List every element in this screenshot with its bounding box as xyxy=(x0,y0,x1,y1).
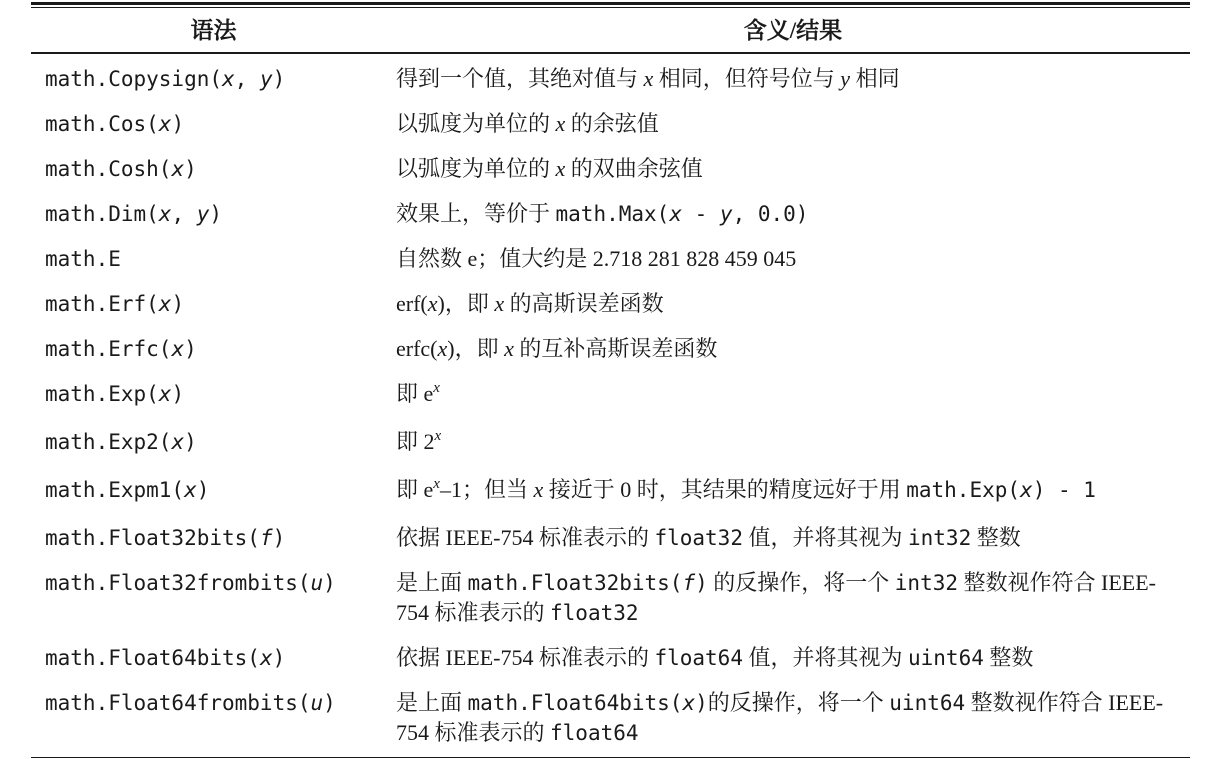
text-segment: –1；但当 xyxy=(439,477,534,502)
text-segment: ) xyxy=(171,292,185,316)
text-segment: 依据 IEEE-754 标准表示的 xyxy=(396,525,655,550)
text-segment: x xyxy=(158,292,172,316)
text-segment: ) - 1 xyxy=(1032,478,1096,502)
meaning-cell xyxy=(396,236,1190,281)
meaning-cell xyxy=(396,326,1190,371)
text-segment: math.Exp( xyxy=(906,478,1021,502)
text-segment: int32 xyxy=(908,526,972,550)
text-segment: x xyxy=(171,157,185,181)
syntax-cell xyxy=(31,635,396,680)
text-segment: 相同 xyxy=(850,66,900,91)
text-segment: 即 2 xyxy=(396,429,435,454)
table-body xyxy=(31,54,1190,755)
text-segment: x xyxy=(682,691,696,715)
syntax-cell xyxy=(31,191,396,236)
text-segment: 以弧度为单位的 xyxy=(396,111,556,136)
text-segment: 整数 xyxy=(971,525,1021,550)
text-segment: ) xyxy=(695,691,708,715)
syntax-cell xyxy=(31,101,396,146)
text-segment: x xyxy=(504,336,514,361)
table-row xyxy=(31,560,1190,635)
text-segment: 即 e xyxy=(396,477,434,502)
syntax-cell xyxy=(31,680,396,725)
text-segment: float32 xyxy=(654,526,743,550)
text-segment: math.Float32bits( xyxy=(467,571,683,595)
text-segment: u xyxy=(310,571,324,595)
syntax-cell xyxy=(31,56,396,101)
meaning-cell xyxy=(396,146,1190,191)
text-segment: ) xyxy=(184,337,197,361)
table-row xyxy=(31,146,1190,191)
text-segment: ) xyxy=(323,691,336,715)
meaning-cell xyxy=(396,467,1190,515)
text-segment: x xyxy=(184,478,197,502)
text-segment: y xyxy=(840,66,851,91)
meaning-cell xyxy=(396,515,1190,560)
text-segment: math.Float32frombits( xyxy=(45,571,311,595)
text-segment: y xyxy=(719,202,733,226)
text-segment: ) xyxy=(184,430,197,454)
text-segment: x xyxy=(158,382,172,406)
text-segment: ) xyxy=(695,571,708,595)
text-segment: math.Float64frombits( xyxy=(45,691,311,715)
text-segment: math.Exp2( xyxy=(45,430,172,454)
text-segment: 接近于 0 时，其结果的精度远好于用 xyxy=(543,477,907,502)
text-segment: 的余弦值 xyxy=(565,111,659,136)
table-header-row xyxy=(31,8,1190,54)
text-segment: x xyxy=(437,336,448,361)
text-segment: 值，并将其视为 xyxy=(742,525,908,550)
text-segment: 相同，但符号位与 xyxy=(653,66,841,91)
text-segment: 是上面 xyxy=(396,690,468,715)
text-segment: 自然数 e；值大约是 2.718 281 828 459 045 xyxy=(396,246,797,271)
text-segment: math.E xyxy=(45,247,121,271)
text-segment: 整数 xyxy=(983,645,1034,670)
meaning-cell xyxy=(396,56,1190,101)
text-segment: y xyxy=(259,67,273,91)
text-segment: erf( xyxy=(396,291,428,316)
meaning-cell xyxy=(396,635,1190,680)
meaning-cell xyxy=(396,191,1190,236)
text-segment: 以弧度为单位的 xyxy=(396,156,556,181)
text-segment: x xyxy=(555,156,566,181)
column-header-meaning: 含义/结果 xyxy=(743,18,843,43)
text-segment: 是上面 xyxy=(396,570,468,595)
text-segment: x xyxy=(433,476,440,492)
table-row xyxy=(31,467,1190,515)
text-segment: ) xyxy=(323,571,336,595)
meaning-cell xyxy=(396,680,1190,755)
text-segment: x xyxy=(158,112,172,136)
text-segment: x xyxy=(171,337,185,361)
table-row xyxy=(31,236,1190,281)
text-segment: math.Cos( xyxy=(45,112,159,136)
text-segment: , xyxy=(234,67,260,91)
text-segment: 的反操作，将一个 xyxy=(707,690,890,715)
meaning-cell xyxy=(396,560,1190,635)
text-segment: ) xyxy=(272,67,286,91)
text-segment: )，即 xyxy=(447,336,505,361)
text-segment: math.Erfc( xyxy=(45,337,172,361)
syntax-cell xyxy=(31,236,396,281)
text-segment: ) xyxy=(184,157,197,181)
text-segment: , 0.0) xyxy=(732,202,809,226)
table-row xyxy=(31,326,1190,371)
text-segment: erfc( xyxy=(396,336,438,361)
meaning-cell xyxy=(396,101,1190,146)
text-segment: - xyxy=(681,202,720,226)
text-segment: uint64 xyxy=(908,646,984,670)
text-segment: x xyxy=(259,646,273,670)
text-segment: x xyxy=(427,291,438,316)
text-segment: 的双曲余弦值 xyxy=(565,156,703,181)
text-segment: uint64 xyxy=(889,691,966,715)
text-segment: math.Erf( xyxy=(45,292,159,316)
text-segment: x xyxy=(555,111,566,136)
text-segment: 整数视作符合 IEEE-754 标准表示的 xyxy=(396,690,1164,745)
syntax-cell xyxy=(31,560,396,605)
text-segment: )，即 xyxy=(437,291,495,316)
meaning-cell xyxy=(396,281,1190,326)
syntax-cell xyxy=(31,281,396,326)
table-row xyxy=(31,281,1190,326)
text-segment: u xyxy=(310,691,324,715)
text-segment: x xyxy=(1020,478,1033,502)
text-segment: x xyxy=(222,67,235,91)
text-segment: 即 e xyxy=(396,381,434,406)
text-segment: f xyxy=(682,571,696,595)
text-segment: math.Max( xyxy=(555,202,670,226)
table-row xyxy=(31,191,1190,236)
text-segment: math.Copysign( xyxy=(45,67,223,91)
table-row xyxy=(31,419,1190,467)
syntax-cell xyxy=(31,467,396,512)
table-row xyxy=(31,101,1190,146)
text-segment: math.Float32bits( xyxy=(45,526,260,550)
text-segment: x xyxy=(494,291,505,316)
text-segment: math.Float64bits( xyxy=(45,646,260,670)
text-segment: ) xyxy=(272,526,286,550)
text-segment: math.Dim( xyxy=(45,202,159,226)
text-segment: ) xyxy=(209,202,223,226)
text-segment: 的互补高斯误差函数 xyxy=(513,336,718,361)
table-row xyxy=(31,56,1190,101)
text-segment: x xyxy=(433,380,440,396)
text-segment: f xyxy=(259,526,273,550)
text-segment: y xyxy=(196,202,210,226)
table-row xyxy=(31,371,1190,419)
text-segment: 的高斯误差函数 xyxy=(504,291,664,316)
text-segment: 依据 IEEE-754 标准表示的 xyxy=(396,645,655,670)
text-segment: 整数视作符合 IEEE-754 标准表示的 xyxy=(396,570,1156,625)
meaning-cell xyxy=(396,371,1190,419)
text-segment: 得到一个值，其绝对值与 xyxy=(396,66,644,91)
text-segment: x xyxy=(171,430,185,454)
syntax-cell xyxy=(31,419,396,464)
text-segment: math.Float64bits( xyxy=(467,691,683,715)
column-header-syntax: 语法 xyxy=(190,18,237,43)
text-segment: 效果上，等价于 xyxy=(396,201,556,226)
text-segment: , xyxy=(171,202,197,226)
syntax-cell xyxy=(31,146,396,191)
text-segment: x xyxy=(643,66,654,91)
table-row xyxy=(31,515,1190,560)
text-segment: math.Expm1( xyxy=(45,478,185,502)
text-segment: int32 xyxy=(894,571,958,595)
text-segment: x xyxy=(533,477,544,502)
text-segment: float64 xyxy=(550,721,639,745)
text-segment: x xyxy=(434,428,442,444)
text-segment: 的反操作，将一个 xyxy=(707,570,895,595)
syntax-cell xyxy=(31,515,396,560)
text-segment: ) xyxy=(196,478,210,502)
text-segment: ) xyxy=(171,112,185,136)
syntax-cell xyxy=(31,371,396,416)
syntax-cell xyxy=(31,326,396,371)
text-segment: x xyxy=(669,202,682,226)
text-segment: math.Cosh( xyxy=(45,157,172,181)
text-segment: x xyxy=(158,202,172,226)
text-segment: ) xyxy=(272,646,286,670)
table-row xyxy=(31,635,1190,680)
text-segment: float32 xyxy=(550,601,639,625)
text-segment: ) xyxy=(171,382,185,406)
table-row xyxy=(31,680,1190,755)
text-segment: float64 xyxy=(654,646,743,670)
meaning-cell xyxy=(396,419,1190,467)
text-segment: math.Exp( xyxy=(45,382,159,406)
text-segment: 值，并将其视为 xyxy=(742,645,908,670)
